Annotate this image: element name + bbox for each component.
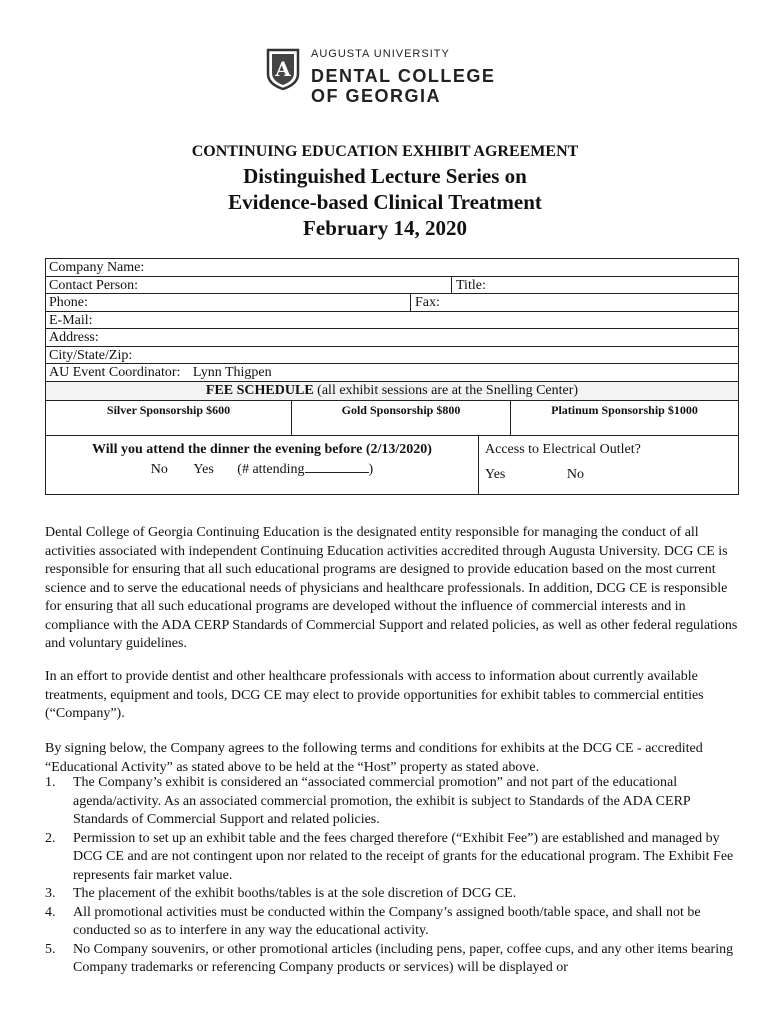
paragraph-purpose [45,668,739,724]
fee-schedule-header [46,382,738,401]
logo-state: OF GEORGIA [311,86,442,106]
address-label: Address: [49,330,99,345]
shield-letter: A [275,57,291,81]
electrical-cell [478,436,738,494]
document-title: CONTINUING EDUCATION EXHIBIT AGREEMENT [191,143,579,160]
list-item [45,904,739,941]
list-number: 1. [45,775,56,790]
contact-person-label[interactable]: Contact Person: [49,277,139,293]
dinner-attending-label: (# attending [237,461,305,477]
company-name-field[interactable] [46,259,738,277]
list-item [45,830,739,886]
dinner-close-paren: ) [368,461,374,477]
list-item [45,774,739,830]
list-number: 4. [45,904,56,920]
company-name-label: Company Name: [49,260,145,275]
list-text: All promotional activities must be conducted within the Company’s assigned booth/table space, and shall not be conducted so as to interfere in any way the educational activity. [73,904,701,938]
title-label: Title: [456,277,486,293]
silver-sponsorship-option[interactable] [46,401,291,435]
paragraph-responsibility-text: Dental College of Georgia Continuing Education is the designated entity responsible for managing the conduct of all activities associated with independent Continuing Education activities accredited through Augusta University. DCG CE is responsible for ensuring that all such educational programs are designed to provide education based on the most current science and to serve the educational needs of physicians and healthcare professionals. In addition, DCG CE is responsible for ensuring that all such educational programs are developed without the influence of commercial interests and in compliance with the ADA CERP Standards of Commercial Support and related policies, as well as other federal regulations and voluntary guidelines. [45,525,738,651]
paragraph-terms-intro-text: By signing below, the Company agrees to the following terms and conditions for exhibits at the DCG CE - accredited “Educational Activity” as stated above to be held at the “Host” property as stated above. [45,741,703,775]
platinum-sponsorship-option[interactable] [511,401,738,435]
list-text: Permission to set up an exhibit table and the fees charged therefore (“Exhibit Fee”) are established and managed by DCG CE and are not contingent upon nor related to the receipt of grants for the educational program. The Exhibit Fee represents fair market value. [73,830,734,883]
email-label: E-Mail: [49,312,93,328]
contact-row [46,277,738,295]
phone-label[interactable]: Phone: [49,295,88,310]
email-field[interactable] [46,312,738,330]
address-field[interactable] [46,329,738,347]
list-item [45,885,739,904]
electrical-question: Access to Electrical Outlet? [485,441,641,457]
electrical-yes-option[interactable]: Yes [485,466,506,482]
phone-row [46,294,738,312]
exhibitor-form [45,258,739,495]
list-number: 3. [45,886,56,901]
list-item [45,941,739,978]
attending-count-field[interactable] [305,459,369,473]
electrical-no-option[interactable]: No [566,466,584,482]
terms-list [45,774,739,978]
fee-options [46,401,738,436]
shield-icon [266,48,300,90]
dinner-electrical-row [46,436,738,494]
logo-university: AUGUSTA UNIVERSITY [311,48,450,60]
logo-college: DENTAL COLLEGE [311,66,496,86]
paragraph-terms-intro [45,740,739,777]
platinum-sponsorship-label: Platinum Sponsorship $1000 [551,402,698,417]
gold-sponsorship-option[interactable] [291,401,511,435]
coordinator-label: AU Event Coordinator: [49,365,181,380]
silver-sponsorship-label: Silver Sponsorship $600 [106,402,231,417]
event-date: February 14, 2020 [303,216,467,240]
list-text: The Company’s exhibit is considered an “associated commercial promotion” and not part of the educational agenda/activity. As an associated commercial promotion, the exhibit is subject to Standards of the ADA CERP Standards of Commercial Support and related policies. [73,775,691,827]
event-title-line1: Distinguished Lecture Series on [243,164,527,188]
list-text: The placement of the exhibit booths/tables is at the sole discretion of DCG CE. [73,886,517,901]
dinner-yes-option[interactable]: Yes [193,461,214,477]
list-number: 2. [45,830,56,846]
paragraph-responsibility [45,524,739,654]
dinner-answers [46,459,478,478]
event-title-line2: Evidence-based Clinical Treatment [228,190,542,214]
dinner-question: Will you attend the dinner the evening before (2/13/2020) [92,441,432,457]
dinner-no-option[interactable]: No [150,461,168,477]
fax-field[interactable] [410,294,440,311]
fee-schedule-title: FEE SCHEDULE [205,382,314,398]
coordinator-name: Lynn Thigpen [192,365,272,380]
list-text: No Company souvenirs, or other promotional articles (including pens, paper, coffee cups, and any other items bearing Company trademarks or referencing Company products or services) will be displayed or [73,941,734,975]
fax-label: Fax: [415,295,440,310]
dinner-question-cell [46,436,478,494]
city-state-zip-field[interactable] [46,347,738,365]
city-state-zip-label: City/State/Zip: [49,347,133,363]
list-number: 5. [45,941,56,957]
paragraph-purpose-text: In an effort to provide dentist and other healthcare professionals with access to information about currently available treatments, equipment and tools, DCG CE may elect to provide opportunities for exhibit tables to commercial entities (“Company”). [45,669,704,721]
coordinator-row [46,364,738,382]
fee-schedule-note: (all exhibit sessions are at the Snelling Center) [317,382,579,398]
dcg-logo [266,44,506,106]
gold-sponsorship-label: Gold Sponsorship $800 [341,402,461,417]
title-field[interactable] [451,277,486,294]
